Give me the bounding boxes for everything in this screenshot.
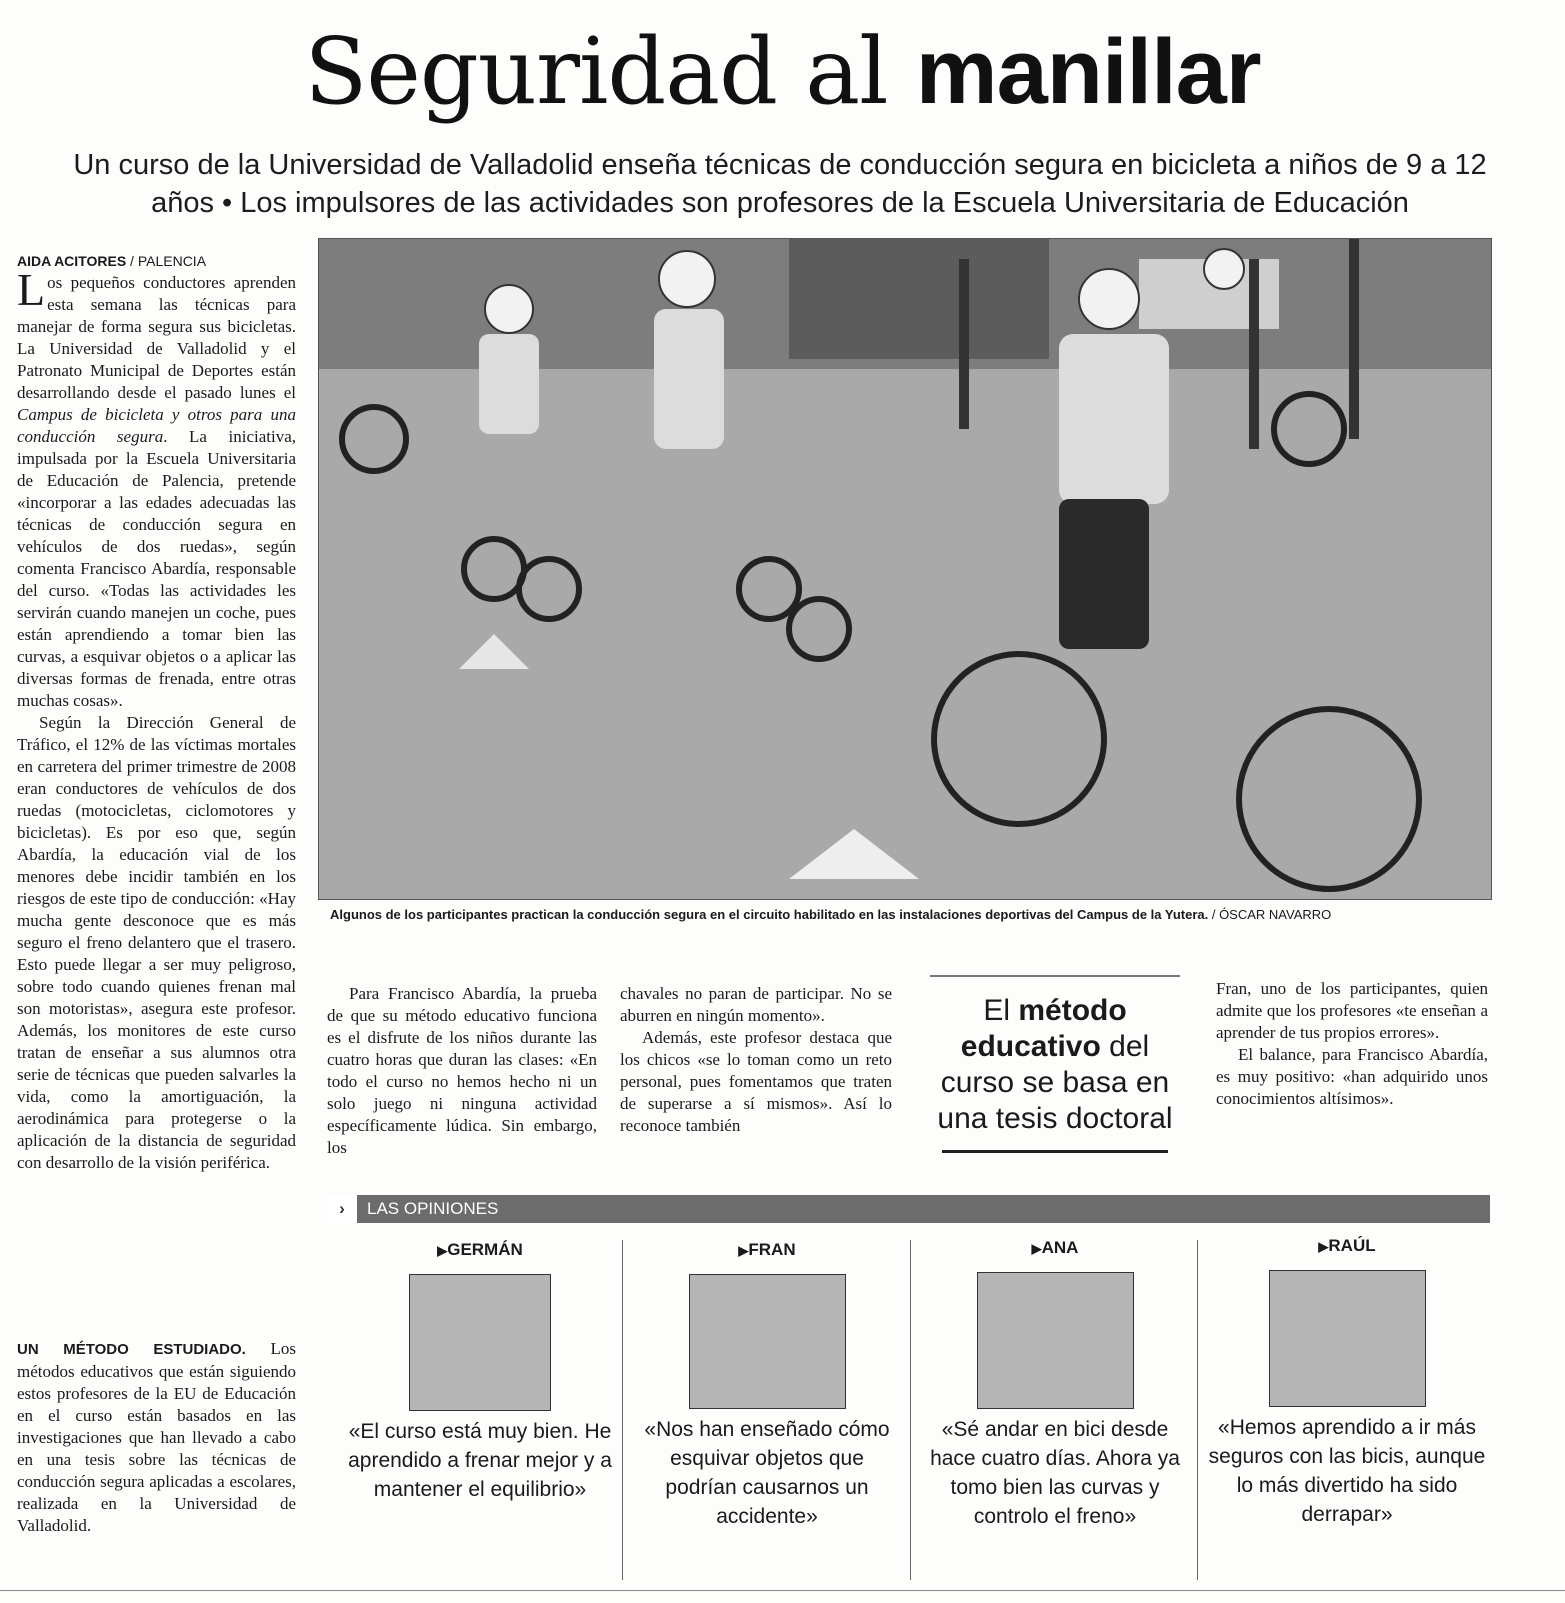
opinion-fran [632, 1240, 902, 1531]
photo-credit: / ÓSCAR NAVARRO [1208, 907, 1332, 922]
pullquote-a: El [983, 994, 1019, 1027]
opinion-quote: «Hemos aprendido a ir más seguros con las bicis, aunque lo más divertido ha sido derrapar» [1208, 1416, 1486, 1526]
drop-cap: L [17, 264, 46, 315]
opinion-name [632, 1240, 902, 1260]
article-column-5 [1216, 978, 1488, 1110]
byline-place: PALENCIA [137, 253, 207, 269]
chevron-icon: › [327, 1195, 357, 1223]
opinion-name-text: RAÚL [1328, 1236, 1376, 1255]
opinion-name-text: ANA [1041, 1238, 1079, 1257]
pullquote-rule [942, 1150, 1168, 1153]
opinions-label: LAS OPINIONES [367, 1199, 499, 1218]
opinion-german [345, 1240, 615, 1504]
subheading-runin: UN MÉTODO ESTUDIADO. [17, 1341, 246, 1358]
pull-quote [930, 975, 1180, 1157]
opinion-quote: «El curso está muy bien. He aprendido a frenar mejor y a mantener el equilibrio» [348, 1420, 612, 1501]
bottom-rule [0, 1590, 1565, 1591]
opinion-name [920, 1238, 1190, 1258]
caption-text: Algunos de los participantes practican la conducción segura en el circuito habilitado en las instalaciones deportivas del Campus de la Yutera. [330, 907, 1209, 922]
p1-text: os pequeños conductores aprenden esta semana las técnicas para manejar de forma segura sus bicicletas. La Universidad de Valladolid y el Patronato Municipal de Deportes están desarrollando desde el pasado lunes el [17, 273, 296, 402]
opinion-raul [1207, 1236, 1487, 1529]
byline-author: AIDA ACITORES [17, 253, 127, 269]
bullet-icon: ▶ [738, 1243, 749, 1258]
bullet-icon: ▶ [1031, 1241, 1042, 1256]
photo-caption [330, 907, 1480, 922]
pullquote-c: del curso se basa en una tesis doctoral [937, 1030, 1173, 1135]
headline [0, 18, 1565, 126]
column3-p2: Además, este profesor destaca que los chicos «se lo toman como un reto personal, pues fomentamos que traten de superarse a sí mismos». Así lo reconoce también [620, 1028, 892, 1135]
headline-bold: manillar [915, 21, 1261, 123]
divider [1197, 1240, 1198, 1580]
paragraph-2: Según la Dirección General de Tráfico, el 12% de las víctimas mortales en carretera del primer trimestre de 2008 eran conductores de vehículos de dos ruedas (motocicletas, ciclomotores y bicicletas). Es por eso que, según Abardía, la educación vial de los menores debe incidir también en los riesgos de este tipo de conducción: «Hay mucha gente desconoce que es más seguro el freno delantero que el trasero. Esto puede llegar a ser muy peligroso, sobre todo cuando quienes frenan mal son motoristas», asegura este profesor. Además, los monitores de este curso tratan de enseñar a sus alumnos otra serie de técnicas que pueden salvarles la vida, como la amortiguación, la aerodinámica para protegerse o la aplicación de la distancia de seguridad con desarrollo de la visión periférica. [17, 713, 296, 1172]
pullquote-bold: método educativo [960, 994, 1127, 1063]
opinion-name-text: FRAN [748, 1240, 796, 1259]
article-column-1 [17, 264, 296, 1174]
p3-text: Los métodos educativos que están siguiendo estos profesores de la EU de Educación en el curso están basados en las investigaciones que han llevado a cabo en una tesis sobre las técnicas de conducción segura aplicadas a escolares, realizada en la Universidad de Valladolid. [17, 1339, 296, 1535]
divider [910, 1240, 911, 1580]
opinion-quote: «Sé andar en bici desde hace cuatro días. Ahora ya tomo bien las curvas y controlo el freno» [930, 1418, 1180, 1528]
portrait-photo [689, 1274, 846, 1409]
portrait-photo [977, 1272, 1134, 1409]
opinions-header [327, 1195, 1490, 1223]
opinion-ana [920, 1238, 1190, 1531]
article-column-3 [620, 983, 892, 1137]
p1-italic: Campus de bicicleta y otros para una conducción segura [17, 405, 296, 446]
opinion-quote: «Nos han enseñado cómo esquivar objetos que podrían causarnos un accidente» [644, 1418, 890, 1528]
paragraph-3 [17, 1338, 296, 1537]
bullet-icon: ▶ [437, 1243, 448, 1258]
subhead: Un curso de la Universidad de Valladolid enseña técnicas de conducción segura en bicicleta a niños de 9 a 12 años • Los impulsores de las actividades son profesores de la Escuela Universitaria de Educación [73, 149, 1487, 219]
divider [622, 1240, 623, 1580]
portrait-photo [1269, 1270, 1426, 1407]
column5-p2: El balance, para Francisco Abardía, es muy positivo: «han adquirido unos conocimientos altísimos». [1216, 1045, 1488, 1108]
opinion-name-text: GERMÁN [447, 1240, 523, 1259]
headline-light: Seguridad al [304, 18, 888, 125]
article-column-1-bottom [17, 1338, 296, 1537]
opinion-name [345, 1240, 615, 1260]
column5-p1: Fran, uno de los participantes, quien admite que los profesores «te enseñan a aprender de tus propios errores». [1216, 979, 1488, 1042]
column3-p1: chavales no paran de participar. No se aburren en ningún momento». [620, 984, 892, 1025]
byline-separator: / [126, 253, 138, 269]
article-column-2 [327, 983, 597, 1159]
paragraph-1 [17, 264, 296, 712]
p1-end: . La iniciativa, impulsada por la Escuela Universitaria de Educación de Palencia, pretende «incorporar a las edades adecuadas las técnicas de conducción segura en vehículos de dos ruedas», según comenta Francisco Abardía, responsable del curso. «Todas las actividades les servirán cuando manejen un coche, pues están aprendiendo a tomar bien las curvas, a esquivar objetos o a aplicar las diversas formas de frenada, entre otras muchas cosas». [17, 427, 296, 710]
column2-text: Para Francisco Abardía, la prueba de que su método educativo funciona es el disfrute de los niños durante las cuatro horas que duran las clases: «En todo el curso no hemos hecho ni un solo juego ni ninguna actividad específicamente lúdica. Sin embargo, los [327, 984, 597, 1157]
portrait-photo [409, 1274, 551, 1411]
opinion-name [1207, 1236, 1487, 1256]
bullet-icon: ▶ [1318, 1239, 1329, 1254]
photo-illustration [319, 239, 1491, 899]
main-photo [318, 238, 1492, 900]
byline [17, 253, 307, 269]
